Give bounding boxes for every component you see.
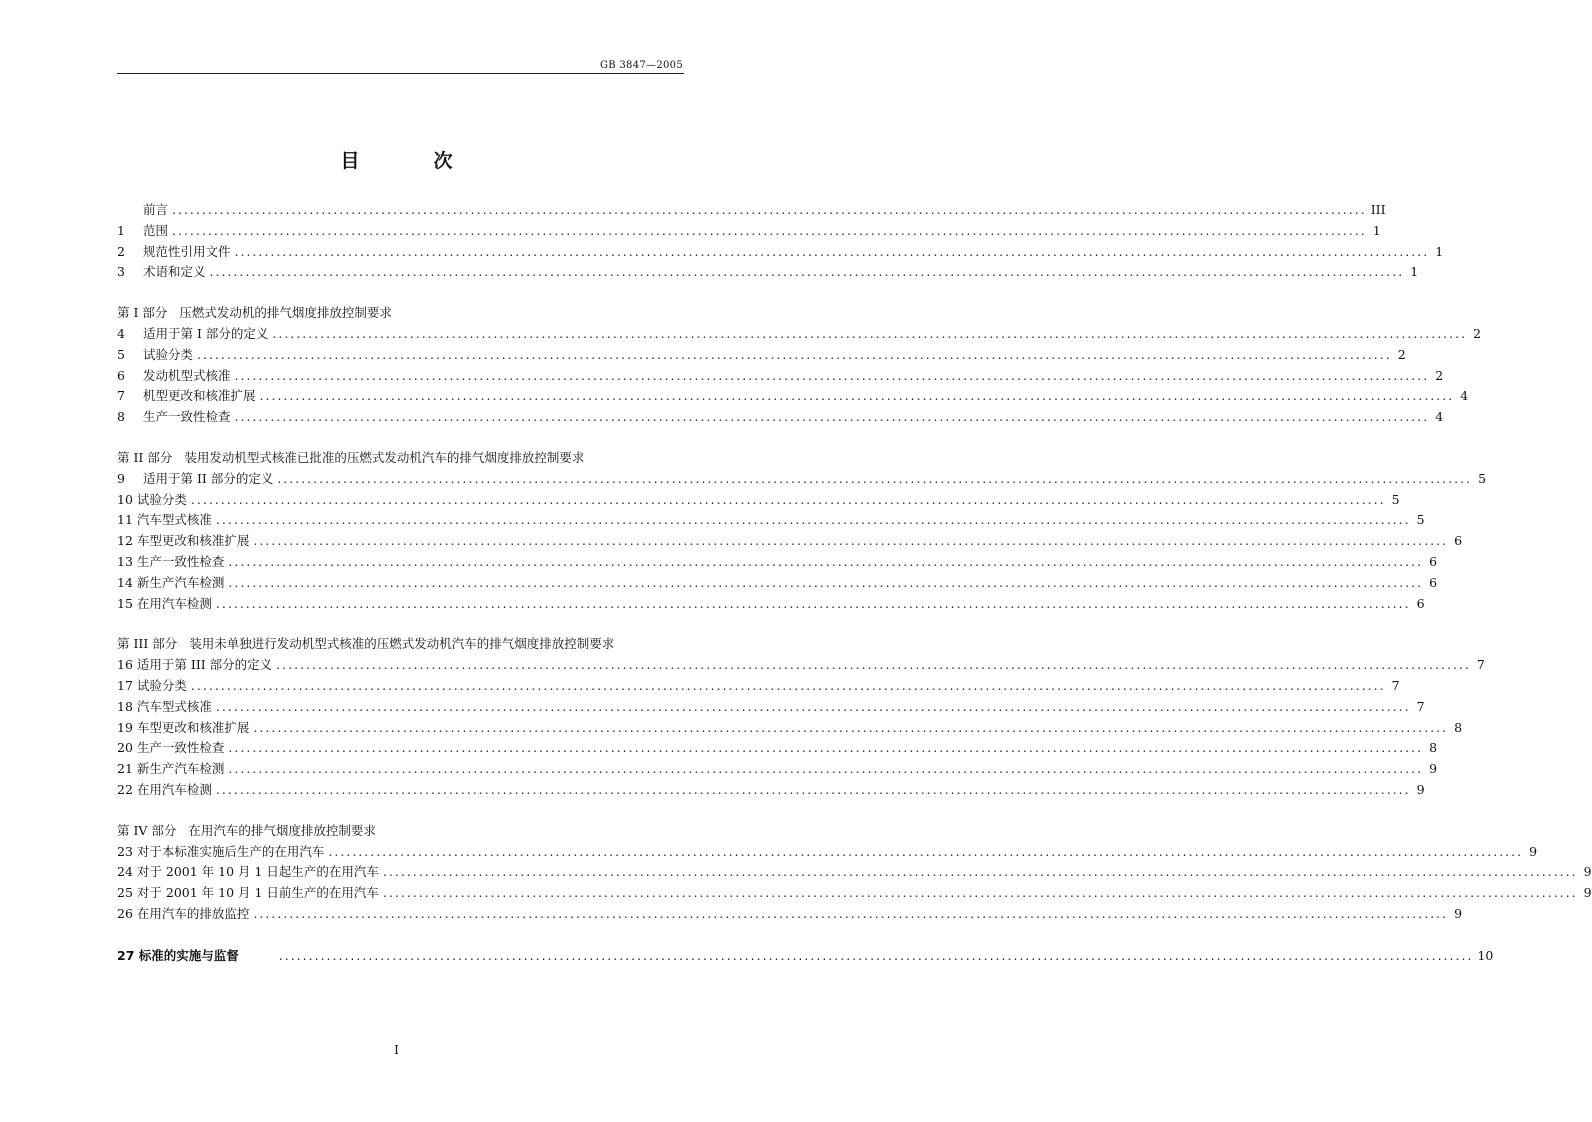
toc-leader-dots: ........................................................................................................................................................................................................ (272, 325, 1468, 341)
toc-entry-label: 对于 2001 年 10 月 1 日前生产的在用汽车 (136, 885, 379, 901)
toc-entry-number: 20 (117, 740, 133, 756)
toc-entry-label: 车型更改和核准扩展 (136, 719, 250, 735)
toc-entry[interactable] (117, 200, 1386, 221)
toc-entry-number: 24 (117, 864, 133, 880)
toc-entry-label: 生产一致性检查 (143, 409, 231, 425)
page-number: I (394, 1043, 399, 1057)
toc-entry[interactable] (117, 883, 1592, 904)
toc-entry[interactable] (117, 718, 1463, 739)
toc-leader-dots: ........................................................................................................................................................................................................ (234, 409, 1430, 425)
toc-leader-dots: ........................................................................................................................................................................................................ (253, 719, 1449, 735)
toc-entry-page: 2 (1473, 325, 1482, 341)
toc-entry-page: 4 (1435, 409, 1444, 425)
toc-entry-label: 术语和定义 (143, 264, 206, 280)
toc-entry[interactable] (117, 386, 1469, 407)
toc-leader-dots: ........................................................................................................................................................................................................ (215, 512, 1411, 528)
toc-entry-number: 17 (117, 677, 133, 693)
header-rule (117, 73, 684, 74)
toc-entry-label: 试验分类 (136, 677, 187, 693)
toc-entry-number: 22 (117, 781, 133, 797)
toc-leader-dots: ........................................................................................................................................................................................................ (382, 885, 1578, 901)
toc-entry-number: 13 (117, 553, 133, 569)
table-of-contents (117, 200, 1592, 967)
toc-leader-dots: ........................................................................................................................................................................................................ (328, 843, 1524, 859)
toc-leader-dots: ........................................................................................................................................................................................................ (228, 574, 1424, 590)
toc-entry[interactable] (117, 842, 1538, 863)
toc-entry-page: 6 (1416, 595, 1425, 611)
toc-entry-label: 对于本标准实施后生产的在用汽车 (136, 843, 325, 859)
toc-entry-label: 汽车型式核准 (136, 698, 212, 714)
toc-entry-final[interactable] (117, 946, 1494, 967)
toc-entry-page: 6 (1429, 574, 1438, 590)
part-heading (117, 821, 684, 842)
toc-leader-dots: ........................................................................................................................................................................................................ (172, 202, 1367, 217)
toc-entry[interactable] (117, 573, 1438, 594)
part-title-text: 装用发动机型式核准已批准的压燃式发动机汽车的排气烟度排放控制要求 (184, 449, 585, 465)
toc-entry-number: 25 (117, 885, 133, 901)
toc-entry-page: 8 (1429, 740, 1438, 756)
toc-entry-page: 8 (1454, 719, 1463, 735)
toc-entry-label: 适用于第 II 部分的定义 (143, 470, 274, 486)
toc-entry-label: 对于 2001 年 10 月 1 日起生产的在用汽车 (136, 864, 379, 880)
toc-entry-number: 5 (117, 346, 125, 362)
toc-entry-number: 4 (117, 325, 125, 341)
part-label: 第 IV 部分 (117, 822, 177, 838)
toc-entry-number: 1 (117, 222, 125, 238)
toc-entry-number: 14 (117, 574, 133, 590)
toc-entry-label: 前言 (143, 202, 169, 217)
toc-leader-dots: ........................................................................................................................................................................................................ (276, 657, 1471, 673)
toc-entry-page: 7 (1416, 698, 1425, 714)
toc-entry-page: 2 (1397, 346, 1406, 362)
toc-entry-number: 2 (117, 243, 125, 259)
toc-entry-label: 新生产汽车检测 (136, 574, 225, 590)
toc-entry-number: 23 (117, 843, 133, 859)
toc-leader-dots: ........................................................................................................................................................................................................ (197, 346, 1392, 362)
toc-entry-number: 9 (117, 470, 125, 486)
part-heading (117, 448, 684, 469)
toc-entry-label: 27 标准的实施与监督 (117, 947, 239, 963)
toc-leader-dots: ........................................................................................................................................................................................................ (228, 761, 1424, 777)
part-label: 第 III 部分 (117, 636, 178, 652)
toc-entry-label: 规范性引用文件 (143, 243, 231, 259)
toc-entry-number: 15 (117, 595, 133, 611)
toc-entry-page: 1 (1372, 222, 1381, 238)
toc-entry-label: 在用汽车检测 (136, 781, 212, 797)
toc-title-char-1: 目 (340, 150, 360, 172)
toc-entry[interactable] (117, 780, 1425, 801)
toc-entry-number: 12 (117, 533, 133, 549)
toc-entry-page: 2 (1435, 367, 1444, 383)
toc-title (0, 146, 793, 173)
part-title-text: 装用未单独进行发动机型式核准的压燃式发动机汽车的排气烟度排放控制要求 (189, 636, 615, 652)
toc-entry-page: 6 (1429, 553, 1438, 569)
toc-entry-number: 8 (117, 409, 125, 425)
part-title-text: 在用汽车的排气烟度排放控制要求 (188, 822, 376, 838)
toc-entry-page: 1 (1435, 243, 1444, 259)
toc-entry-label: 范围 (143, 222, 169, 238)
toc-entry-number: 7 (117, 388, 125, 404)
toc-entry[interactable] (117, 221, 1381, 242)
toc-entry[interactable] (117, 655, 1485, 676)
toc-entry[interactable] (117, 531, 1463, 552)
toc-entry-page: 5 (1478, 470, 1487, 486)
toc-entry-label: 发动机型式核准 (143, 367, 231, 383)
toc-entry-page: 9 (1583, 864, 1592, 880)
toc-leader-dots: ........................................................................................................................................................................................................ (253, 533, 1449, 549)
toc-entry-page: 6 (1454, 533, 1463, 549)
toc-leader-dots: ........................................................................................................................................................................................................ (234, 367, 1430, 383)
toc-entry-label: 试验分类 (136, 491, 187, 507)
toc-entry-page: 10 (1477, 947, 1494, 963)
toc-entry-label: 适用于第 I 部分的定义 (143, 325, 269, 341)
toc-entry-number: 16 (117, 657, 133, 673)
part-heading (117, 634, 684, 655)
toc-leader-dots: ........................................................................................................................................................................................................ (228, 740, 1424, 756)
toc-leader-dots: ........................................................................................................................................................................................................ (382, 864, 1578, 880)
part-label: 第 II 部分 (117, 449, 173, 465)
toc-entry-page: 4 (1460, 388, 1469, 404)
toc-entry[interactable] (117, 324, 1482, 345)
toc-leader-dots: ........................................................................................................................................................................................................ (215, 595, 1411, 611)
toc-entry-number: 6 (117, 367, 125, 383)
toc-entry[interactable] (117, 407, 1444, 428)
toc-entry[interactable] (117, 262, 1419, 283)
toc-leader-dots: ........................................................................................................................................................................................................ (253, 905, 1449, 921)
toc-leader-dots: ........................................................................................................................................................................................................ (215, 698, 1411, 714)
toc-entry-label: 生产一致性检查 (136, 553, 225, 569)
toc-entry-label: 生产一致性检查 (136, 740, 225, 756)
toc-entry-number: 21 (117, 761, 133, 777)
toc-entry[interactable] (117, 862, 1592, 883)
toc-entry-page: 7 (1476, 657, 1485, 673)
toc-entry[interactable] (117, 676, 1400, 697)
toc-leader-dots: ........................................................................................................................................................................................................ (172, 222, 1367, 238)
toc-leader-dots: ........................................................................................................................................................................................................ (190, 491, 1386, 507)
toc-entry-number: 10 (117, 491, 133, 507)
toc-entry-page: 9 (1416, 781, 1425, 797)
toc-entry-page: 5 (1416, 512, 1425, 528)
toc-leader-dots: ........................................................................................................................................................................................................ (234, 243, 1430, 259)
toc-entry-label: 在用汽车的排放监控 (136, 905, 250, 921)
toc-entry-page: 9 (1583, 885, 1592, 901)
part-label: 第 I 部分 (117, 305, 168, 321)
toc-entry-label: 汽车型式核准 (136, 512, 212, 528)
toc-entry[interactable] (117, 469, 1487, 490)
toc-entry[interactable] (117, 738, 1438, 759)
toc-entry-number: 11 (117, 512, 133, 528)
toc-entry-page: 9 (1429, 761, 1438, 777)
standard-code: GB 3847—2005 (599, 60, 683, 71)
toc-leader-dots: ........................................................................................................................................................................................................ (228, 553, 1424, 569)
toc-entry-number: 26 (117, 905, 133, 921)
toc-entry-page: 5 (1391, 491, 1400, 507)
toc-leader-dots: ........................................................................................................................................................................................................ (277, 470, 1473, 486)
toc-leader-dots: ........................................................................................................................................................................................................ (215, 781, 1411, 797)
toc-entry-page: 1 (1410, 264, 1419, 280)
toc-entry-page: 7 (1391, 677, 1400, 693)
toc-entry[interactable] (117, 904, 1463, 925)
toc-entry-label: 机型更改和核准扩展 (143, 388, 256, 404)
part-title-text: 压燃式发动机的排气烟度排放控制要求 (179, 305, 392, 321)
toc-entry-label: 车型更改和核准扩展 (136, 533, 250, 549)
toc-entry-number: 18 (117, 698, 133, 714)
toc-leader-dots: ........................................................................................................................................................................................................ (190, 677, 1386, 693)
toc-entry-label: 新生产汽车检测 (136, 761, 225, 777)
toc-leader-dots: ........................................................................................................................................................................................................ (278, 947, 1474, 963)
toc-entry-number: 3 (117, 264, 125, 280)
toc-entry-label: 适用于第 III 部分的定义 (136, 657, 273, 673)
toc-entry-label: 在用汽车检测 (136, 595, 212, 611)
toc-entry[interactable] (117, 594, 1425, 615)
toc-entry[interactable] (117, 759, 1438, 780)
toc-entry[interactable] (117, 510, 1425, 531)
toc-entry[interactable] (117, 242, 1444, 263)
toc-title-char-2: 次 (433, 150, 453, 172)
toc-entry[interactable] (117, 697, 1425, 718)
toc-leader-dots: ........................................................................................................................................................................................................ (259, 388, 1455, 404)
toc-entry-page: 9 (1454, 905, 1463, 921)
toc-entry[interactable] (117, 552, 1438, 573)
part-heading (117, 303, 684, 324)
toc-entry-page: III (1370, 202, 1386, 217)
toc-entry-label: 试验分类 (143, 346, 194, 362)
toc-entry[interactable] (117, 345, 1406, 366)
toc-entry[interactable] (117, 490, 1400, 511)
toc-leader-dots: ........................................................................................................................................................................................................ (209, 264, 1405, 280)
toc-entry-number: 19 (117, 719, 133, 735)
toc-entry[interactable] (117, 366, 1444, 387)
toc-entry-page: 9 (1529, 843, 1538, 859)
